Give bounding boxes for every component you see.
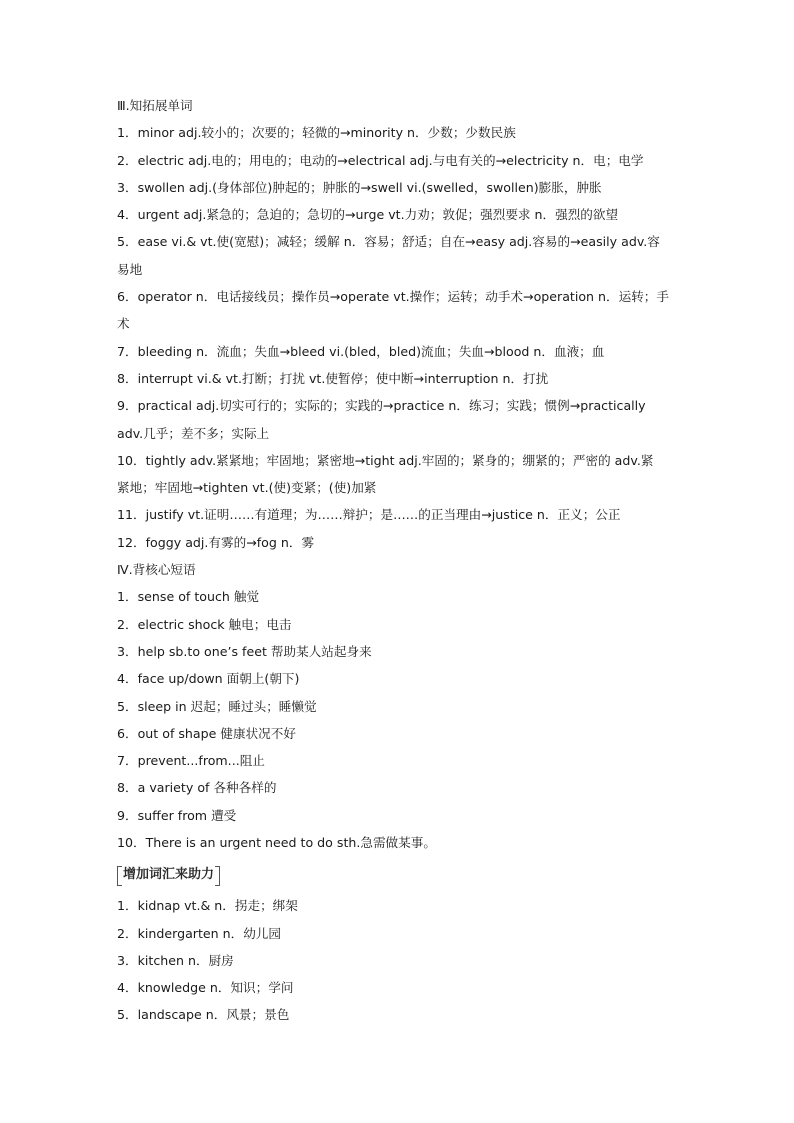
- vocab-entry: 1．kidnap vt.& n．拐走；绑架: [117, 898, 298, 914]
- vocab-entry: 2．kindergarten n．幼儿园: [117, 925, 281, 941]
- word-entry: 5．ease vi.& vt.使(宽慰)；减轻；缓解 n．容易；舒适；自在→easy adj.容易的→easily adv.容: [117, 234, 660, 250]
- section-3-heading: Ⅲ.知拓展单词: [117, 98, 193, 113]
- phrase-entry: 2．electric shock 触电；电击: [117, 616, 292, 632]
- word-entry-continuation: 易地: [117, 261, 143, 277]
- word-entry: 2．electric adj.电的；用电的；电动的→electrical adj.与电有关的→electricity n．电；电学: [117, 152, 644, 168]
- section-3-list: [117, 119, 679, 556]
- section-4-heading: Ⅳ.背核心短语: [117, 562, 196, 578]
- word-entry: 9．practical adj.切实可行的；实际的；实践的→practice n．练习；实践；惯例→practically: [117, 398, 646, 414]
- word-entry-continuation: 紧地；牢固地→tighten vt.(使)变紧；(使)加紧: [117, 480, 377, 496]
- word-entry: 1．minor adj.较小的；次要的；轻微的→minority n．少数；少数民族: [117, 125, 516, 141]
- document-page: [117, 92, 679, 1028]
- vocab-box-heading: 增加词汇来助力: [117, 864, 220, 886]
- phrase-entry: 9．suffer from 遭受: [117, 807, 237, 823]
- phrase-entry: 4．face up/down 面朝上(朝下): [117, 671, 300, 687]
- phrase-entry: 10．There is an urgent need to do sth.急需做某事。: [117, 835, 436, 851]
- word-entry: 10．tightly adv.紧紧地；牢固地；紧密地→tight adj.牢固的；紧身的；绷紧的；严密的 adv.紧: [117, 452, 654, 468]
- word-entry: 11．justify vt.证明……有道理；为……辩护；是……的正当理由→justice n．正义；公正: [117, 507, 621, 523]
- vocab-box-list: [117, 892, 679, 1028]
- word-entry-continuation: 术: [117, 316, 130, 332]
- word-entry: 6．operator n．电话接线员；操作员→operate vt.操作；运转；动手术→operation n．运转；手: [117, 289, 669, 305]
- word-entry: 12．foggy adj.有雾的→fog n．雾: [117, 534, 315, 550]
- vocab-entry: 4．knowledge n．知识；学问: [117, 979, 294, 995]
- vocab-entry: 3．kitchen n．厨房: [117, 952, 234, 968]
- word-entry: 3．swollen adj.(身体部位)肿起的；肿胀的→swell vi.(swelled，swollen)膨胀，肿胀: [117, 179, 602, 195]
- phrase-entry: 5．sleep in 迟起；睡过头；睡懒觉: [117, 698, 317, 714]
- section-4-list: [117, 583, 679, 856]
- phrase-entry: 7．prevent...from...阻止: [117, 753, 265, 769]
- phrase-entry: 8．a variety of 各种各样的: [117, 780, 277, 796]
- word-entry: 4．urgent adj.紧急的；急迫的；急切的→urge vt.力劝；敦促；强烈要求 n．强烈的欲望: [117, 207, 619, 223]
- word-entry: 7．bleeding n．流血；失血→bleed vi.(bled，bled)流血；失血→blood n．血液；血: [117, 343, 605, 359]
- phrase-entry: 1．sense of touch 触觉: [117, 589, 260, 605]
- word-entry: 8．interrupt vi.& vt.打断；打扰 vt.使暂停；使中断→interruption n．打扰: [117, 370, 549, 386]
- phrase-entry: 6．out of shape 健康状况不好: [117, 725, 296, 741]
- phrase-entry: 3．help sb.to one’s feet 帮助某人站起身来: [117, 643, 372, 659]
- word-entry-continuation: adv.几乎；差不多；实际上: [117, 425, 270, 441]
- vocab-entry: 5．landscape n．风景；景色: [117, 1007, 290, 1023]
